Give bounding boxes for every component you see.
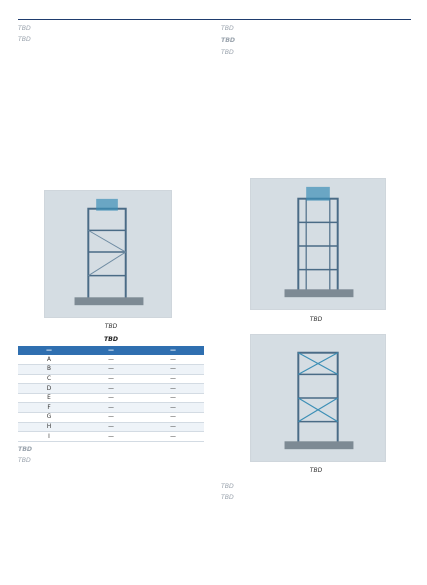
- header-rule: [18, 19, 411, 20]
- right-paragraph-1: TBD: [221, 25, 234, 32]
- table-2-title: TBD: [103, 336, 119, 343]
- table-cell: —: [142, 403, 204, 413]
- figure-4-caption: TBD: [309, 316, 323, 323]
- table-row: [18, 413, 204, 423]
- table-cell: —: [80, 413, 142, 423]
- table-cell: F: [18, 403, 80, 413]
- table-row: [18, 355, 204, 365]
- table-cell: —: [80, 422, 142, 432]
- right-column-bottom: [221, 482, 411, 505]
- table-row: [18, 365, 204, 375]
- left-paragraph-3: TBD: [18, 457, 31, 465]
- table-cell: A: [18, 355, 80, 365]
- table-cell: B: [18, 365, 80, 375]
- table-cell: —: [80, 393, 142, 403]
- left-column-top: [18, 24, 204, 47]
- table-cell: G: [18, 413, 80, 423]
- table-row: [18, 422, 204, 432]
- figure-5-image: [250, 334, 386, 462]
- tower-braced-illustration: [251, 335, 385, 461]
- table-cell: —: [142, 393, 204, 403]
- table-row: [18, 384, 204, 394]
- table-cell: —: [142, 432, 204, 442]
- table-row: [18, 393, 204, 403]
- table-cell: —: [142, 422, 204, 432]
- table-cell: D: [18, 384, 80, 394]
- table-cell: —: [80, 374, 142, 384]
- table-cell: —: [80, 355, 142, 365]
- table-cell: I: [18, 432, 80, 442]
- table-cell: —: [80, 365, 142, 375]
- table-row: [18, 403, 204, 413]
- table-cell: —: [142, 355, 204, 365]
- table-row: [18, 432, 204, 442]
- right-column-top: [221, 24, 411, 59]
- table-header-cell: —: [18, 346, 80, 355]
- table-cell: E: [18, 393, 80, 403]
- figure-4-image: [250, 178, 386, 310]
- table-cell: —: [142, 413, 204, 423]
- table-cell: —: [142, 365, 204, 375]
- right-paragraph-2: TBD: [221, 48, 234, 56]
- table-cell: —: [80, 432, 142, 442]
- tower-reinforced-illustration: [251, 179, 385, 309]
- figure-3-image: [44, 190, 172, 318]
- left-paragraph-1: TBD: [18, 25, 31, 32]
- left-paragraph-2: TBD: [18, 36, 31, 44]
- table-header-cell: —: [80, 346, 142, 355]
- table-cell: C: [18, 374, 80, 384]
- right-paragraph-4: TBD: [221, 494, 234, 502]
- table-row: [18, 374, 204, 384]
- table-header-row: [18, 346, 204, 355]
- figure-5-caption: TBD: [309, 467, 323, 474]
- figure-3-caption: TBD: [104, 323, 118, 330]
- right-paragraph-3: TBD: [221, 483, 234, 490]
- section-heading-2-2-2: TBD: [18, 446, 33, 453]
- table-cell: H: [18, 422, 80, 432]
- table-cell: —: [142, 384, 204, 394]
- tower-structure-illustration: [45, 191, 171, 317]
- table-cell: —: [142, 374, 204, 384]
- table-header-cell: —: [142, 346, 204, 355]
- table-cell: —: [80, 384, 142, 394]
- load-table: [18, 346, 204, 442]
- left-column-bottom: [18, 442, 204, 468]
- section-heading-2-2-3: TBD: [221, 37, 236, 45]
- table-cell: —: [80, 403, 142, 413]
